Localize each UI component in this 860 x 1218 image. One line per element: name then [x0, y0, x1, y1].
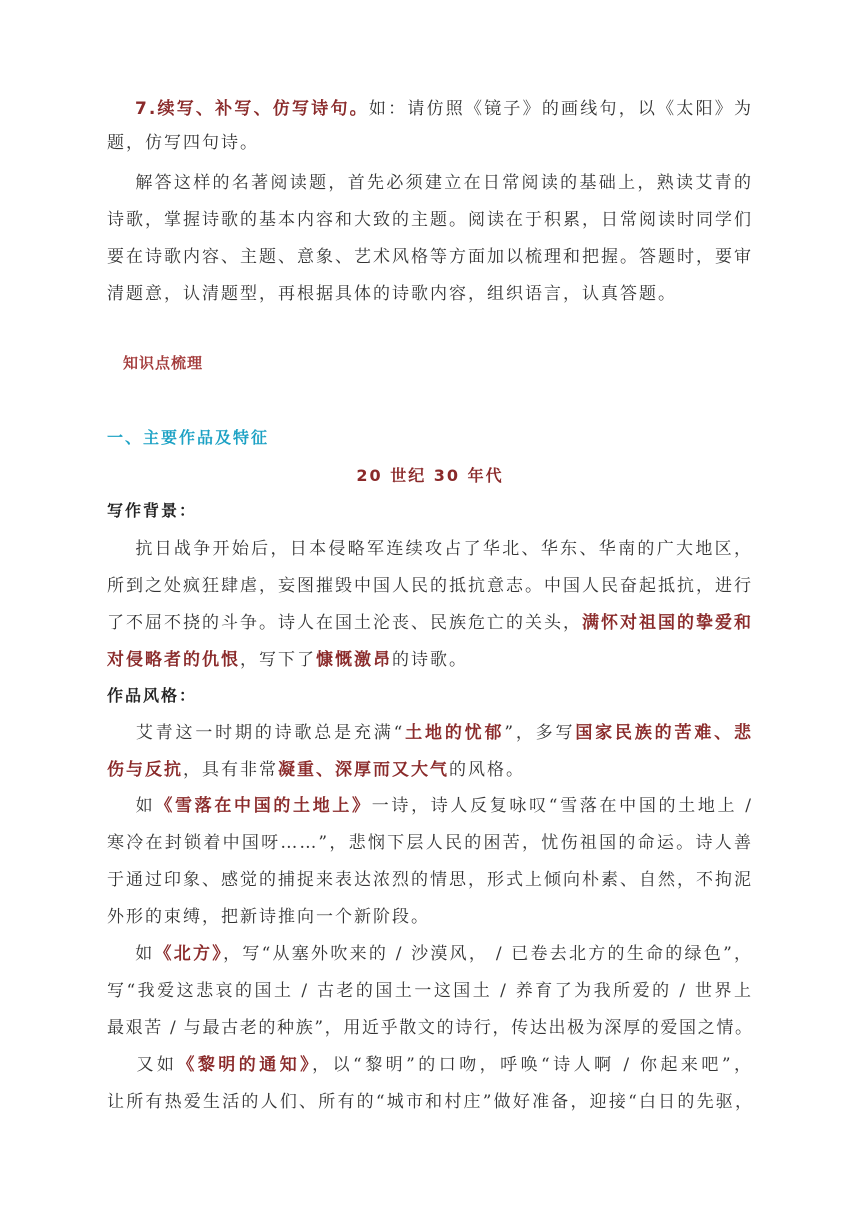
emphasis-span: 国家民族的苦难、悲	[575, 723, 753, 743]
text-span: ，写下了	[240, 650, 316, 670]
text-span: 的风格。	[449, 760, 525, 780]
knowledge-title: 知识点梳理	[123, 354, 204, 372]
text-span: ，以“黎明”的口吻，呼唤“诗人啊 / 你起来吧”，	[312, 1055, 754, 1075]
emphasis-span: 满怀对祖国的挚爱和	[582, 613, 753, 633]
paragraph-line: 最艰苦 / 与最古老的种族”，用近乎散文的诗行，传达出极为深厚的爱国之情。	[107, 1018, 753, 1038]
text-span: 抗日战争开始后，日本侵略军连续攻占了华北、华东、华南的广大地区，	[135, 539, 753, 559]
text-span: 艾青这一时期的诗歌总是充满“	[135, 723, 405, 743]
text-span: 又如	[135, 1055, 178, 1075]
paragraph-line: 诗歌，掌握诗歌的基本内容和大致的主题。阅读在于积累，日常阅读时同学们	[107, 210, 753, 230]
paragraph-line: 寒冷在封锁着中国呀……”，悲悯下层人民的困苦，忧伤祖国的命运。诗人善	[107, 833, 753, 853]
paragraph-line: 写“我爱这悲哀的国土 / 古老的国土一这国土 / 养育了为我所爱的 / 世界上	[107, 981, 753, 1001]
text-span: ，具有非常	[183, 760, 278, 780]
paragraph-line	[107, 168, 753, 193]
paragraph-line: 所到之处疯狂肆虐，妄图摧毁中国人民的抵抗意志。中国人民奋起抵抗，进行	[107, 576, 753, 596]
paragraph-line	[107, 939, 753, 964]
paragraph-line: 清题意，认清题型，再根据具体的诗歌内容，组织语言，认真答题。	[107, 284, 677, 304]
section-heading: 一、主要作品及特征	[107, 428, 270, 447]
text-span: 解答这样的名著阅读题，首先必须建立在日常阅读的基础上，熟读艾青的	[135, 173, 753, 193]
poem-title: 《雪落在中国的土地上》	[155, 796, 372, 816]
paragraph-line	[107, 608, 753, 633]
background-label: 写作背景：	[107, 501, 198, 520]
text-span: 的诗歌。	[392, 650, 468, 670]
emphasis-span: 对侵略者的仇恨	[107, 650, 240, 670]
paragraph-line	[107, 94, 753, 119]
paragraph-line	[107, 791, 753, 816]
paragraph-line	[107, 1050, 753, 1075]
era-title: 20 世纪 30 年代	[356, 466, 504, 485]
poem-title: 《北方》	[154, 944, 224, 964]
paragraph-line: 题，仿写四句诗。	[107, 133, 259, 153]
text-span: 如	[135, 796, 156, 816]
text-span: 一诗，诗人反复咏叹“雪落在中国的土地上 /	[371, 796, 753, 816]
text-span: ”，多写	[504, 723, 576, 743]
paragraph-line: 要在诗歌内容、主题、意象、艺术风格等方面加以梳理和把握。答题时，要审	[107, 247, 753, 267]
poem-title: 《黎明的通知》	[177, 1055, 313, 1075]
emphasis-span: 慷慨激昂	[316, 650, 392, 670]
text-span: 如	[135, 944, 155, 964]
paragraph-line	[107, 718, 753, 743]
emphasis-span: 凝重、深厚而又大气	[278, 760, 449, 780]
emphasis-span: 伤与反抗	[107, 760, 183, 780]
emphasis-span: 土地的忧郁	[404, 723, 505, 743]
paragraph-line: 于通过印象、感觉的捕捉来表达浓烈的情思，形式上倾向朴素、自然，不拘泥	[107, 870, 753, 890]
text-span: 如：请仿照《镜子》的画线句，以《太阳》为	[368, 99, 753, 119]
paragraph-line: 让所有热爱生活的人们、所有的“城市和村庄”做好准备，迎接“白日的先驱，	[107, 1092, 753, 1112]
text-span: ，写“从塞外吹来的 / 沙漠风， / 已卷去北方的生命的绿色”，	[223, 944, 754, 964]
paragraph-line: 外形的束缚，把新诗推向一个新阶段。	[107, 907, 430, 927]
question-type-heading: 7.续写、补写、仿写诗句。	[135, 99, 369, 119]
style-label: 作品风格：	[107, 686, 198, 705]
text-span: 了不屈不挠的斗争。诗人在国土沦丧、民族危亡的关头，	[107, 613, 582, 633]
paragraph-line	[107, 645, 860, 670]
paragraph-line	[107, 534, 753, 559]
paragraph-line	[107, 755, 860, 780]
